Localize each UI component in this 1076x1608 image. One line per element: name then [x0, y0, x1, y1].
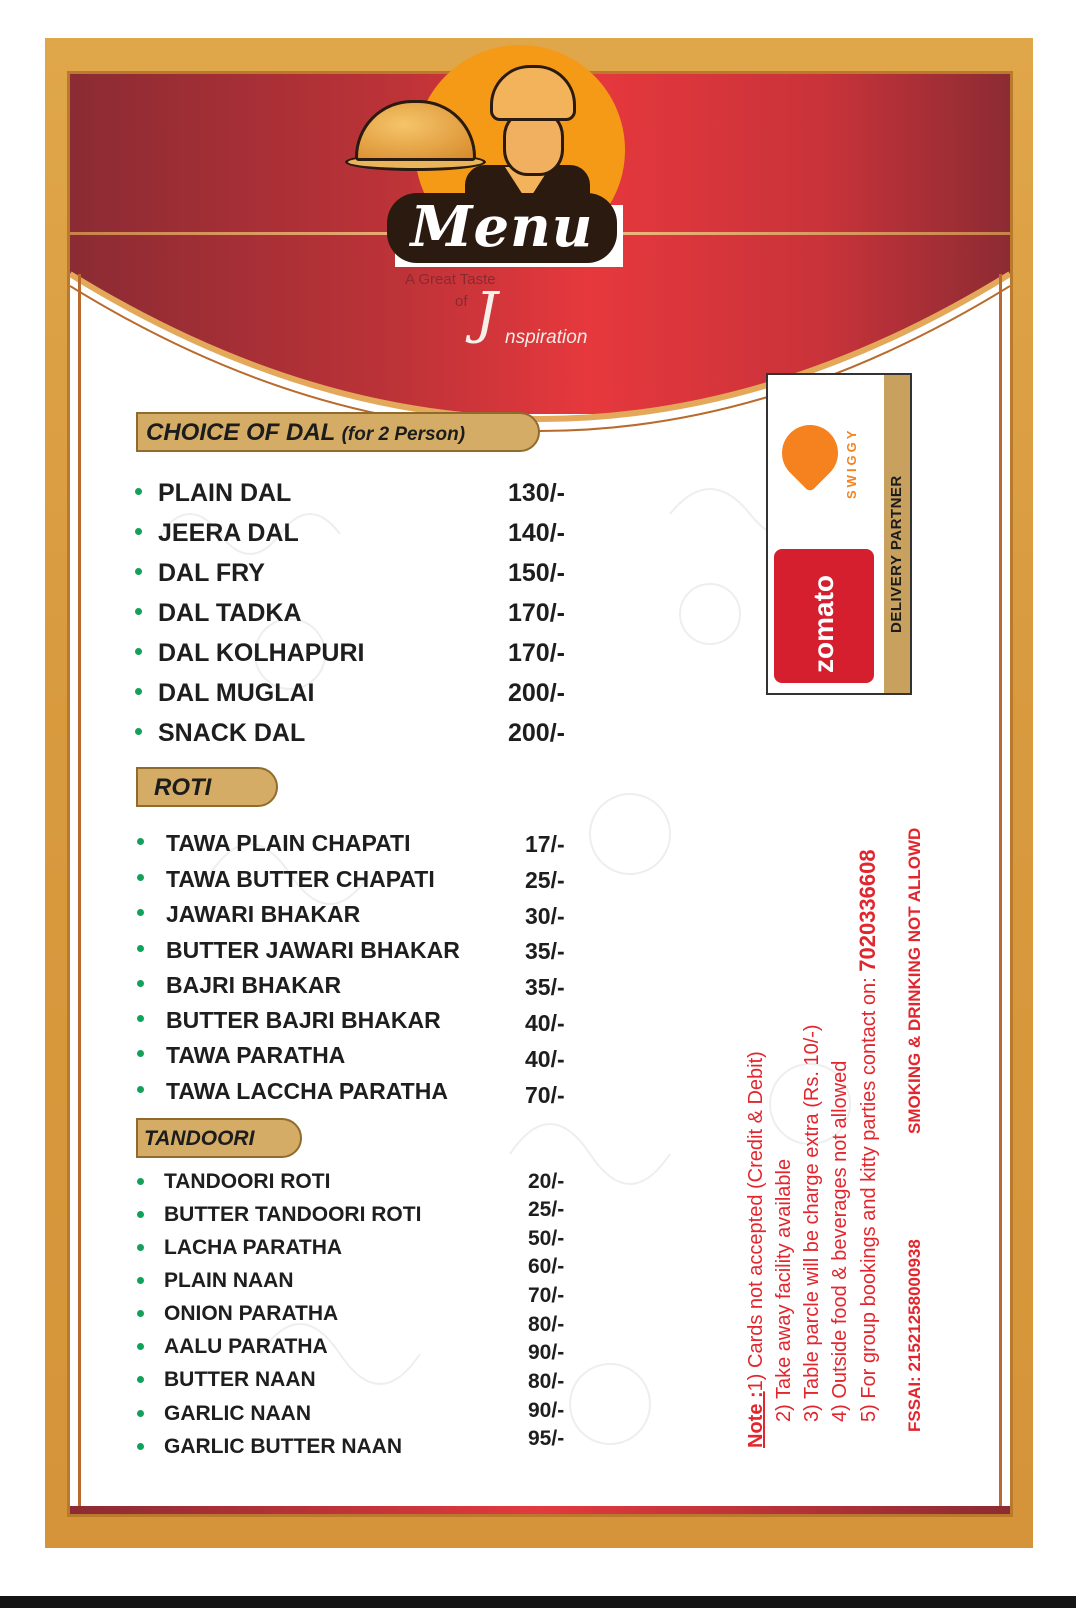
menu-item-name: BAJRI BHAKAR [166, 972, 342, 999]
bullet-icon [137, 1277, 144, 1284]
menu-item [158, 559, 265, 588]
menu-item [164, 1368, 316, 1392]
menu-item-name: BUTTER JAWARI BHAKAR [166, 937, 460, 964]
menu-item-price: 90/- [528, 1399, 565, 1423]
bullet-icon [137, 1443, 144, 1450]
tagline-line3: nspiration [505, 327, 588, 348]
tagline-line2: of [455, 293, 468, 310]
bullet-icon [135, 728, 142, 735]
menu-item-name: TAWA PARATHA [166, 1042, 346, 1069]
note-line-1: 1) Cards not accepted (Credit & Debit) [745, 1051, 767, 1392]
menu-item [166, 1007, 441, 1034]
menu-item-name: AALU PARATHA [164, 1335, 328, 1359]
menu-item-name: DAL MUGLAI [158, 679, 315, 707]
menu-item-price: 80/- [528, 1313, 565, 1337]
menu-item-price: 80/- [528, 1370, 565, 1394]
section-title: CHOICE OF DAL [146, 419, 335, 446]
menu-item [164, 1435, 402, 1459]
menu-item-price: 50/- [528, 1227, 565, 1251]
menu-item-name: TAWA LACCHA PARATHA [166, 1078, 448, 1105]
menu-item-price: 25/- [525, 867, 565, 894]
menu-item-name: BUTTER TANDOORI ROTI [164, 1203, 422, 1227]
menu-title: Menu [387, 193, 617, 263]
menu-item [164, 1236, 342, 1260]
right-border [999, 274, 1002, 1514]
menu-item-price: 17/- [525, 831, 565, 858]
section-header-dal [136, 412, 540, 452]
menu-item-name: BUTTER BAJRI BHAKAR [166, 1007, 441, 1034]
menu-item-name: BUTTER NAAN [164, 1368, 316, 1392]
menu-item-price: 95/- [528, 1427, 565, 1451]
bullet-icon [137, 1211, 144, 1218]
menu-item-name: GARLIC BUTTER NAAN [164, 1435, 402, 1459]
menu-item-price: 140/- [508, 519, 565, 547]
notes-block [742, 849, 883, 1448]
bottom-border [70, 1506, 1010, 1514]
menu-item [158, 679, 314, 708]
menu-item [164, 1203, 421, 1227]
menu-item [158, 599, 302, 628]
menu-item-price: 40/- [525, 1010, 565, 1037]
menu-item-name: TANDOORI ROTI [164, 1170, 331, 1194]
bullet-icon [135, 568, 142, 575]
bullet-icon [137, 1244, 144, 1251]
bullet-icon [135, 688, 142, 695]
bullet-icon [137, 1310, 144, 1317]
menu-item [158, 519, 299, 548]
menu-item [164, 1335, 328, 1359]
delivery-label: DELIVERY PARTNER [888, 475, 905, 633]
delivery-partner-box [766, 373, 912, 695]
note-label: Note : [745, 1391, 767, 1448]
menu-item-price: 90/- [528, 1341, 565, 1365]
bullet-icon [135, 488, 142, 495]
menu-item-price: 200/- [508, 719, 565, 747]
swiggy-label: SWIGGY [844, 427, 859, 499]
menu-item [166, 937, 460, 964]
bullet-icon [135, 608, 142, 615]
menu-item-price: 35/- [525, 938, 565, 965]
menu-item [166, 1078, 448, 1105]
menu-item-price: 150/- [508, 559, 565, 587]
menu-item [166, 972, 341, 999]
section-header-roti [136, 767, 278, 807]
menu-item-price: 170/- [508, 639, 565, 667]
menu-item-name: TAWA PLAIN CHAPATI [166, 830, 411, 857]
menu-item-price: 70/- [525, 1082, 565, 1109]
menu-item [158, 639, 364, 668]
menu-item-price: 20/- [528, 1170, 565, 1194]
menu-item-price: 35/- [525, 974, 565, 1001]
note-line-5: 5) For group bookings and kitty parties contact on: [858, 971, 880, 1422]
menu-item-price: 25/- [528, 1198, 565, 1222]
menu-item-price: 130/- [508, 479, 565, 507]
menu-item-name: PLAIN NAAN [164, 1269, 294, 1293]
menu-item [158, 479, 291, 508]
menu-item-price: 170/- [508, 599, 565, 627]
menu-item-name: DAL KOLHAPURI [158, 639, 365, 667]
menu-item-name: DAL FRY [158, 559, 265, 587]
bullet-icon [137, 1410, 144, 1417]
menu-item-price: 200/- [508, 679, 565, 707]
menu-item [158, 719, 305, 748]
menu-item-price: 40/- [525, 1046, 565, 1073]
tagline-initial: J [475, 281, 498, 346]
menu-item-price: 30/- [525, 903, 565, 930]
note-line-2: 2) Take away facility available [773, 1158, 795, 1422]
section-title: TANDOORI [144, 1127, 255, 1150]
section-subtitle: (for 2 Person) [341, 424, 466, 445]
menu-item-name: LACHA PARATHA [164, 1236, 343, 1260]
menu-item [164, 1170, 330, 1194]
menu-item-price: 60/- [528, 1255, 565, 1279]
note-line-3: 3) Table parcle will be charge extra (Rs. 10/-) [801, 1024, 823, 1422]
menu-item-name: GARLIC NAAN [164, 1402, 311, 1426]
left-border [78, 274, 81, 1514]
menu-item-name: PLAIN DAL [158, 479, 292, 507]
menu-item-name: JAWARI BHAKAR [166, 901, 361, 928]
bottom-bar [0, 1596, 1076, 1608]
menu-item-name: ONION PARATHA [164, 1302, 339, 1326]
zomato-label: zomato [808, 575, 839, 673]
bullet-icon [135, 528, 142, 535]
section-header-tandoori [136, 1118, 302, 1158]
bullet-icon [137, 1178, 144, 1185]
bullet-icon [137, 1343, 144, 1350]
menu-item [164, 1269, 294, 1293]
swiggy-logo-icon [770, 413, 849, 492]
menu-item [166, 866, 435, 893]
menu-logo [355, 45, 625, 355]
menu-item [166, 901, 360, 928]
menu-item [166, 830, 410, 857]
fssai-number: FSSAI: 21521258000938 [905, 1239, 924, 1432]
menu-item [164, 1402, 311, 1426]
menu-item-name: TAWA BUTTER CHAPATI [166, 866, 435, 893]
menu-item-price: 70/- [528, 1284, 565, 1308]
contact-phone: 7020336608 [855, 849, 880, 972]
bullet-icon [137, 1376, 144, 1383]
note-line-4: 4) Outside food & beverages not allowed [829, 1060, 851, 1422]
menu-item-name: JEERA DAL [158, 519, 299, 547]
menu-item-name: SNACK DAL [158, 719, 306, 747]
bullet-icon [135, 648, 142, 655]
smoking-notice: SMOKING & DRINKING NOT ALLOWD [905, 827, 924, 1134]
menu-item-name: DAL TADKA [158, 599, 302, 627]
menu-item [164, 1302, 338, 1326]
tagline-line1: A Great Taste [405, 271, 496, 288]
menu-item [166, 1042, 345, 1069]
section-title: ROTI [154, 774, 212, 801]
